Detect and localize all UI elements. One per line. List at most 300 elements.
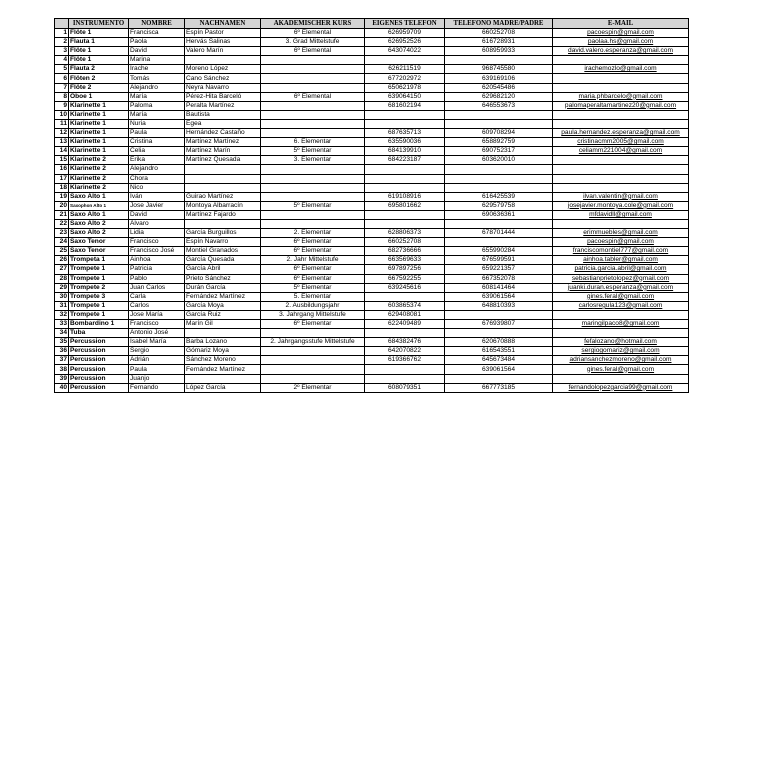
own-phone-cell[interactable]: 639064150 <box>365 92 445 101</box>
course-cell[interactable]: 6º Elemental <box>261 29 365 38</box>
row-number[interactable]: 19 <box>55 192 69 201</box>
own-phone-cell[interactable] <box>365 56 445 65</box>
row-number[interactable]: 17 <box>55 174 69 183</box>
own-phone-cell[interactable] <box>365 365 445 374</box>
email-cell[interactable] <box>553 119 689 128</box>
instrument-cell[interactable]: Percussion <box>69 365 129 374</box>
course-cell[interactable]: 6º Elemental <box>261 47 365 56</box>
instrument-cell[interactable]: Tuba <box>69 329 129 338</box>
own-phone-cell[interactable]: 635590036 <box>365 138 445 147</box>
header-course[interactable]: AKADEMISCHER KURS <box>261 19 365 29</box>
own-phone-cell[interactable]: 619108916 <box>365 192 445 201</box>
row-number[interactable]: 30 <box>55 292 69 301</box>
email-cell[interactable]: pacoespin@gmail.com <box>553 29 689 38</box>
instrument-cell[interactable]: Percussion <box>69 383 129 392</box>
email-cell[interactable]: palomaperaltamartinez20@gmail.com <box>553 101 689 110</box>
row-number[interactable]: 34 <box>55 329 69 338</box>
instrument-cell[interactable]: Percussion <box>69 356 129 365</box>
instrument-cell[interactable]: Saxo Alto 2 <box>69 219 129 228</box>
first-name-cell[interactable]: Antonio José <box>129 329 185 338</box>
course-cell[interactable]: 6º Elementar <box>261 320 365 329</box>
email-cell[interactable] <box>553 156 689 165</box>
own-phone-cell[interactable]: 687635713 <box>365 129 445 138</box>
row-number[interactable]: 15 <box>55 156 69 165</box>
first-name-cell[interactable]: Celia <box>129 147 185 156</box>
course-cell[interactable]: 3. Jahrgang Mittelstufe <box>261 310 365 319</box>
email-cell[interactable]: franciscomontiel777@gmail.com <box>553 247 689 256</box>
email-cell[interactable]: sebastianprietolopez@gmail.com <box>553 274 689 283</box>
course-cell[interactable] <box>261 219 365 228</box>
parent-phone-cell[interactable]: 660252708 <box>445 29 553 38</box>
instrument-cell[interactable]: Flöte 1 <box>69 56 129 65</box>
instrument-cell[interactable]: Saxo Alto 1 <box>69 210 129 219</box>
own-phone-cell[interactable]: 681602194 <box>365 101 445 110</box>
email-cell[interactable]: ainhoa.tabler@gmail.com <box>553 256 689 265</box>
own-phone-cell[interactable]: 682736666 <box>365 247 445 256</box>
instrument-cell[interactable]: Flauta 2 <box>69 65 129 74</box>
instrument-cell[interactable]: Percussion <box>69 338 129 347</box>
first-name-cell[interactable]: Adrián <box>129 356 185 365</box>
email-cell[interactable]: carlosregula123@gmail.com <box>553 301 689 310</box>
email-cell[interactable]: fefalozano@hotmail.com <box>553 338 689 347</box>
email-cell[interactable]: juanki.duran.esperanza@gmail.com <box>553 283 689 292</box>
last-name-cell[interactable]: Pérez-Hita Barceló <box>185 92 261 101</box>
row-number[interactable]: 6 <box>55 74 69 83</box>
first-name-cell[interactable]: Juan Carlos <box>129 283 185 292</box>
first-name-cell[interactable]: Juanjo <box>129 374 185 383</box>
parent-phone-cell[interactable]: 639061564 <box>445 292 553 301</box>
last-name-cell[interactable] <box>185 165 261 174</box>
row-number[interactable]: 31 <box>55 301 69 310</box>
course-cell[interactable] <box>261 56 365 65</box>
row-number[interactable]: 32 <box>55 310 69 319</box>
first-name-cell[interactable]: Tomás <box>129 74 185 83</box>
first-name-cell[interactable]: Alejandro <box>129 83 185 92</box>
course-cell[interactable]: 2. Ausbildungsjahr <box>261 301 365 310</box>
own-phone-cell[interactable]: 622409489 <box>365 320 445 329</box>
course-cell[interactable]: 3. Elementar <box>261 156 365 165</box>
parent-phone-cell[interactable]: 667352078 <box>445 274 553 283</box>
parent-phone-cell[interactable] <box>445 56 553 65</box>
last-name-cell[interactable]: Hernández Castaño <box>185 129 261 138</box>
course-cell[interactable] <box>261 174 365 183</box>
email-cell[interactable]: paula.hernandez.esperanza@gmail.com <box>553 129 689 138</box>
course-cell[interactable]: 2. Jahr Mittelstufe <box>261 256 365 265</box>
last-name-cell[interactable] <box>185 174 261 183</box>
instrument-cell[interactable]: Saxo Alto 1 <box>69 192 129 201</box>
header-first-name[interactable]: NOMBRE <box>129 19 185 29</box>
email-cell[interactable]: erimmuebles@gmail.com <box>553 229 689 238</box>
course-cell[interactable] <box>261 83 365 92</box>
last-name-cell[interactable]: García Ruiz <box>185 310 261 319</box>
last-name-cell[interactable]: Montoya Albarracín <box>185 201 261 210</box>
instrument-cell[interactable]: Klarinette 1 <box>69 138 129 147</box>
instrument-cell[interactable]: Klarinette 1 <box>69 129 129 138</box>
first-name-cell[interactable]: Patricia <box>129 265 185 274</box>
row-number[interactable]: 37 <box>55 356 69 365</box>
first-name-cell[interactable]: Marina <box>129 56 185 65</box>
own-phone-cell[interactable]: 663569633 <box>365 256 445 265</box>
last-name-cell[interactable]: Sánchez Moreno <box>185 356 261 365</box>
row-number[interactable]: 9 <box>55 101 69 110</box>
row-number[interactable]: 36 <box>55 347 69 356</box>
own-phone-cell[interactable] <box>365 119 445 128</box>
email-cell[interactable]: cristinacmm2005@gmail.com <box>553 138 689 147</box>
email-cell[interactable] <box>553 374 689 383</box>
parent-phone-cell[interactable]: 616425539 <box>445 192 553 201</box>
email-cell[interactable]: maringilpaco8@gmail.com <box>553 320 689 329</box>
header-row-number[interactable] <box>55 19 69 29</box>
email-cell[interactable] <box>553 219 689 228</box>
last-name-cell[interactable]: Montiel Granados <box>185 247 261 256</box>
first-name-cell[interactable]: David <box>129 210 185 219</box>
last-name-cell[interactable]: Barba Lozano <box>185 338 261 347</box>
parent-phone-cell[interactable]: 616543551 <box>445 347 553 356</box>
instrument-cell[interactable]: Klarinette 2 <box>69 174 129 183</box>
last-name-cell[interactable] <box>185 56 261 65</box>
last-name-cell[interactable]: García Burguillos <box>185 229 261 238</box>
own-phone-cell[interactable] <box>365 210 445 219</box>
email-cell[interactable] <box>553 183 689 192</box>
course-cell[interactable]: 2º Elementar <box>261 383 365 392</box>
last-name-cell[interactable]: López García <box>185 383 261 392</box>
first-name-cell[interactable]: Nico <box>129 183 185 192</box>
email-cell[interactable]: gines.feral@gmail.com <box>553 292 689 301</box>
instrument-cell[interactable]: Oboe 1 <box>69 92 129 101</box>
row-number[interactable]: 22 <box>55 219 69 228</box>
last-name-cell[interactable] <box>185 183 261 192</box>
row-number[interactable]: 10 <box>55 110 69 119</box>
course-cell[interactable]: 6º Elementar <box>261 265 365 274</box>
last-name-cell[interactable] <box>185 374 261 383</box>
row-number[interactable]: 26 <box>55 256 69 265</box>
parent-phone-cell[interactable]: 968745580 <box>445 65 553 74</box>
own-phone-cell[interactable] <box>365 219 445 228</box>
own-phone-cell[interactable]: 697897256 <box>365 265 445 274</box>
course-cell[interactable] <box>261 183 365 192</box>
first-name-cell[interactable]: Fernando <box>129 383 185 392</box>
last-name-cell[interactable]: Fernández Martínez <box>185 365 261 374</box>
parent-phone-cell[interactable]: 620545486 <box>445 83 553 92</box>
first-name-cell[interactable]: Álvaro <box>129 219 185 228</box>
own-phone-cell[interactable]: 684223187 <box>365 156 445 165</box>
own-phone-cell[interactable]: 684139910 <box>365 147 445 156</box>
own-phone-cell[interactable] <box>365 292 445 301</box>
course-cell[interactable] <box>261 74 365 83</box>
email-cell[interactable] <box>553 83 689 92</box>
parent-phone-cell[interactable] <box>445 119 553 128</box>
first-name-cell[interactable]: Sergio <box>129 347 185 356</box>
own-phone-cell[interactable] <box>365 110 445 119</box>
first-name-cell[interactable]: Paloma <box>129 101 185 110</box>
parent-phone-cell[interactable] <box>445 310 553 319</box>
parent-phone-cell[interactable] <box>445 174 553 183</box>
parent-phone-cell[interactable]: 667773185 <box>445 383 553 392</box>
first-name-cell[interactable]: Carla <box>129 292 185 301</box>
parent-phone-cell[interactable]: 639061564 <box>445 365 553 374</box>
first-name-cell[interactable]: Paula <box>129 365 185 374</box>
parent-phone-cell[interactable]: 629579758 <box>445 201 553 210</box>
course-cell[interactable]: 2. Elementar <box>261 229 365 238</box>
last-name-cell[interactable]: Marín Gil <box>185 320 261 329</box>
instrument-cell[interactable]: Trompete 1 <box>69 274 129 283</box>
email-cell[interactable] <box>553 56 689 65</box>
course-cell[interactable] <box>261 119 365 128</box>
email-cell[interactable] <box>553 110 689 119</box>
parent-phone-cell[interactable]: 690752317 <box>445 147 553 156</box>
parent-phone-cell[interactable] <box>445 183 553 192</box>
email-cell[interactable] <box>553 329 689 338</box>
course-cell[interactable] <box>261 210 365 219</box>
instrument-cell[interactable]: Flöte 1 <box>69 47 129 56</box>
parent-phone-cell[interactable]: 620670888 <box>445 338 553 347</box>
own-phone-cell[interactable]: 642070822 <box>365 347 445 356</box>
row-number[interactable]: 20 <box>55 201 69 210</box>
own-phone-cell[interactable]: 639245616 <box>365 283 445 292</box>
first-name-cell[interactable]: Nuria <box>129 119 185 128</box>
own-phone-cell[interactable]: 643074022 <box>365 47 445 56</box>
email-cell[interactable]: josejavier.montoya.cole@gmail.com <box>553 201 689 210</box>
email-cell[interactable]: paolaa.hs@gmail.com <box>553 38 689 47</box>
row-number[interactable]: 1 <box>55 29 69 38</box>
parent-phone-cell[interactable]: 616728931 <box>445 38 553 47</box>
row-number[interactable]: 18 <box>55 183 69 192</box>
course-cell[interactable] <box>261 129 365 138</box>
parent-phone-cell[interactable]: 645673484 <box>445 356 553 365</box>
last-name-cell[interactable]: Espín Navarro <box>185 238 261 247</box>
course-cell[interactable]: 5º Elementar <box>261 201 365 210</box>
first-name-cell[interactable]: María <box>129 92 185 101</box>
email-cell[interactable]: sergiogomariz@gmail.com <box>553 347 689 356</box>
own-phone-cell[interactable] <box>365 165 445 174</box>
first-name-cell[interactable]: Francisco José <box>129 247 185 256</box>
first-name-cell[interactable]: María <box>129 110 185 119</box>
last-name-cell[interactable]: García Moya <box>185 301 261 310</box>
own-phone-cell[interactable]: 603865374 <box>365 301 445 310</box>
course-cell[interactable] <box>261 192 365 201</box>
instrument-cell[interactable]: Trompeta 1 <box>69 256 129 265</box>
header-instrument[interactable]: INSTRUMENTO <box>69 19 129 29</box>
instrument-cell[interactable]: Trompete 3 <box>69 292 129 301</box>
email-cell[interactable]: fernandolopezgarcia99@gmail.com <box>553 383 689 392</box>
last-name-cell[interactable]: Prieto Sánchez <box>185 274 261 283</box>
parent-phone-cell[interactable]: 678701444 <box>445 229 553 238</box>
email-cell[interactable]: david.valero.esperanza@gmail.com <box>553 47 689 56</box>
header-last-name[interactable]: NACHNAMEN <box>185 19 261 29</box>
last-name-cell[interactable]: García Quesada <box>185 256 261 265</box>
row-number[interactable]: 11 <box>55 119 69 128</box>
last-name-cell[interactable]: Durán García <box>185 283 261 292</box>
row-number[interactable]: 16 <box>55 165 69 174</box>
last-name-cell[interactable]: Cano Sánchez <box>185 74 261 83</box>
course-cell[interactable]: 5º Elementar <box>261 283 365 292</box>
parent-phone-cell[interactable]: 608141464 <box>445 283 553 292</box>
first-name-cell[interactable]: Alejandro <box>129 165 185 174</box>
parent-phone-cell[interactable] <box>445 238 553 247</box>
parent-phone-cell[interactable]: 659221357 <box>445 265 553 274</box>
own-phone-cell[interactable]: 650621978 <box>365 83 445 92</box>
last-name-cell[interactable] <box>185 329 261 338</box>
instrument-cell[interactable]: Saxophon Alto 1 <box>69 201 129 210</box>
email-cell[interactable]: maria.phbarcelo@gmail.com <box>553 92 689 101</box>
parent-phone-cell[interactable]: 676939807 <box>445 320 553 329</box>
email-cell[interactable] <box>553 310 689 319</box>
email-cell[interactable]: ilvan.valentin@gmail.com <box>553 192 689 201</box>
row-number[interactable]: 7 <box>55 83 69 92</box>
first-name-cell[interactable]: Francisco <box>129 320 185 329</box>
row-number[interactable]: 3 <box>55 47 69 56</box>
row-number[interactable]: 14 <box>55 147 69 156</box>
row-number[interactable]: 25 <box>55 247 69 256</box>
last-name-cell[interactable] <box>185 219 261 228</box>
instrument-cell[interactable]: Saxo Alto 2 <box>69 229 129 238</box>
first-name-cell[interactable]: Jose María <box>129 310 185 319</box>
instrument-cell[interactable]: Trompete 1 <box>69 310 129 319</box>
email-cell[interactable]: celiamm221004@gmail.com <box>553 147 689 156</box>
own-phone-cell[interactable]: 626959709 <box>365 29 445 38</box>
parent-phone-cell[interactable]: 676599591 <box>445 256 553 265</box>
last-name-cell[interactable]: Fernández Martínez <box>185 292 261 301</box>
last-name-cell[interactable]: Moreno López <box>185 65 261 74</box>
parent-phone-cell[interactable] <box>445 219 553 228</box>
own-phone-cell[interactable]: 677202972 <box>365 74 445 83</box>
row-number[interactable]: 24 <box>55 238 69 247</box>
first-name-cell[interactable]: Iván <box>129 192 185 201</box>
parent-phone-cell[interactable]: 603620010 <box>445 156 553 165</box>
row-number[interactable]: 4 <box>55 56 69 65</box>
course-cell[interactable]: 2. Jahrgangsstufe Mittelstufe <box>261 338 365 347</box>
own-phone-cell[interactable]: 660252708 <box>365 238 445 247</box>
row-number[interactable]: 8 <box>55 92 69 101</box>
own-phone-cell[interactable] <box>365 174 445 183</box>
row-number[interactable]: 33 <box>55 320 69 329</box>
own-phone-cell[interactable]: 626952526 <box>365 38 445 47</box>
first-name-cell[interactable]: Cristina <box>129 138 185 147</box>
row-number[interactable]: 13 <box>55 138 69 147</box>
email-cell[interactable]: irachemozlo@gmail.com <box>553 65 689 74</box>
own-phone-cell[interactable] <box>365 329 445 338</box>
instrument-cell[interactable]: Klarinette 2 <box>69 156 129 165</box>
first-name-cell[interactable]: Paola <box>129 38 185 47</box>
instrument-cell[interactable]: Klarinette 2 <box>69 183 129 192</box>
first-name-cell[interactable]: Chora <box>129 174 185 183</box>
own-phone-cell[interactable]: 619366762 <box>365 356 445 365</box>
instrument-cell[interactable]: Saxo Tenor <box>69 238 129 247</box>
first-name-cell[interactable]: Francisca <box>129 29 185 38</box>
instrument-cell[interactable]: Klarinette 1 <box>69 119 129 128</box>
parent-phone-cell[interactable] <box>445 374 553 383</box>
own-phone-cell[interactable]: 684382476 <box>365 338 445 347</box>
row-number[interactable]: 29 <box>55 283 69 292</box>
own-phone-cell[interactable]: 608079351 <box>365 383 445 392</box>
email-cell[interactable]: mfdavidll@gmail.com <box>553 210 689 219</box>
instrument-cell[interactable]: Flöte 1 <box>69 29 129 38</box>
course-cell[interactable] <box>261 101 365 110</box>
own-phone-cell[interactable]: 695801662 <box>365 201 445 210</box>
last-name-cell[interactable]: Gómariz Moya <box>185 347 261 356</box>
header-own-phone[interactable]: EIGENES TELEFON <box>365 19 445 29</box>
course-cell[interactable]: 5º Elementar <box>261 147 365 156</box>
own-phone-cell[interactable] <box>365 183 445 192</box>
course-cell[interactable] <box>261 329 365 338</box>
parent-phone-cell[interactable]: 609708294 <box>445 129 553 138</box>
last-name-cell[interactable]: Martínez Martínez <box>185 138 261 147</box>
course-cell[interactable] <box>261 356 365 365</box>
last-name-cell[interactable]: Martínez Marín <box>185 147 261 156</box>
course-cell[interactable] <box>261 365 365 374</box>
first-name-cell[interactable]: Jose Javier <box>129 201 185 210</box>
instrument-cell[interactable]: Klarinette 1 <box>69 147 129 156</box>
instrument-cell[interactable]: Trompete 2 <box>69 283 129 292</box>
parent-phone-cell[interactable]: 658892759 <box>445 138 553 147</box>
row-number[interactable]: 35 <box>55 338 69 347</box>
first-name-cell[interactable]: Ainhoa <box>129 256 185 265</box>
email-cell[interactable]: pacoespin@gmail.com <box>553 238 689 247</box>
row-number[interactable]: 40 <box>55 383 69 392</box>
first-name-cell[interactable]: Isabel María <box>129 338 185 347</box>
own-phone-cell[interactable]: 667592255 <box>365 274 445 283</box>
last-name-cell[interactable]: Bautista <box>185 110 261 119</box>
parent-phone-cell[interactable]: 639169106 <box>445 74 553 83</box>
course-cell[interactable] <box>261 165 365 174</box>
course-cell[interactable]: 3. Grad Mittelstufe <box>261 38 365 47</box>
parent-phone-cell[interactable] <box>445 165 553 174</box>
parent-phone-cell[interactable]: 655990284 <box>445 247 553 256</box>
row-number[interactable]: 27 <box>55 265 69 274</box>
first-name-cell[interactable]: Pablo <box>129 274 185 283</box>
email-cell[interactable]: patricia.garcia.abril@gmail.com <box>553 265 689 274</box>
last-name-cell[interactable]: Guirao Martínez <box>185 192 261 201</box>
parent-phone-cell[interactable]: 690636361 <box>445 210 553 219</box>
last-name-cell[interactable]: García Abril <box>185 265 261 274</box>
row-number[interactable]: 38 <box>55 365 69 374</box>
last-name-cell[interactable]: Hervás Salinas <box>185 38 261 47</box>
instrument-cell[interactable]: Trompete 1 <box>69 265 129 274</box>
last-name-cell[interactable]: Egea <box>185 119 261 128</box>
own-phone-cell[interactable]: 628806373 <box>365 229 445 238</box>
parent-phone-cell[interactable]: 608959933 <box>445 47 553 56</box>
course-cell[interactable] <box>261 347 365 356</box>
row-number[interactable]: 12 <box>55 129 69 138</box>
row-number[interactable]: 39 <box>55 374 69 383</box>
parent-phone-cell[interactable] <box>445 110 553 119</box>
instrument-cell[interactable]: Percussion <box>69 347 129 356</box>
course-cell[interactable] <box>261 374 365 383</box>
header-email[interactable]: E-MAIL <box>553 19 689 29</box>
first-name-cell[interactable]: Irache <box>129 65 185 74</box>
instrument-cell[interactable]: Flöten 2 <box>69 74 129 83</box>
first-name-cell[interactable]: Erika <box>129 156 185 165</box>
course-cell[interactable] <box>261 110 365 119</box>
instrument-cell[interactable]: Flöte 2 <box>69 83 129 92</box>
last-name-cell[interactable]: Martínez Quesada <box>185 156 261 165</box>
row-number[interactable]: 23 <box>55 229 69 238</box>
course-cell[interactable]: 6º Elementar <box>261 247 365 256</box>
row-number[interactable]: 5 <box>55 65 69 74</box>
course-cell[interactable]: 6º Elementar <box>261 238 365 247</box>
last-name-cell[interactable]: Martínez Fajardo <box>185 210 261 219</box>
own-phone-cell[interactable]: 626211519 <box>365 65 445 74</box>
instrument-cell[interactable]: Trompete 1 <box>69 301 129 310</box>
first-name-cell[interactable]: Paula <box>129 129 185 138</box>
parent-phone-cell[interactable]: 648810393 <box>445 301 553 310</box>
row-number[interactable]: 21 <box>55 210 69 219</box>
parent-phone-cell[interactable]: 646553673 <box>445 101 553 110</box>
email-cell[interactable] <box>553 174 689 183</box>
first-name-cell[interactable]: Francisco <box>129 238 185 247</box>
course-cell[interactable]: 6º Elementar <box>261 274 365 283</box>
course-cell[interactable]: 6º Elemental <box>261 92 365 101</box>
